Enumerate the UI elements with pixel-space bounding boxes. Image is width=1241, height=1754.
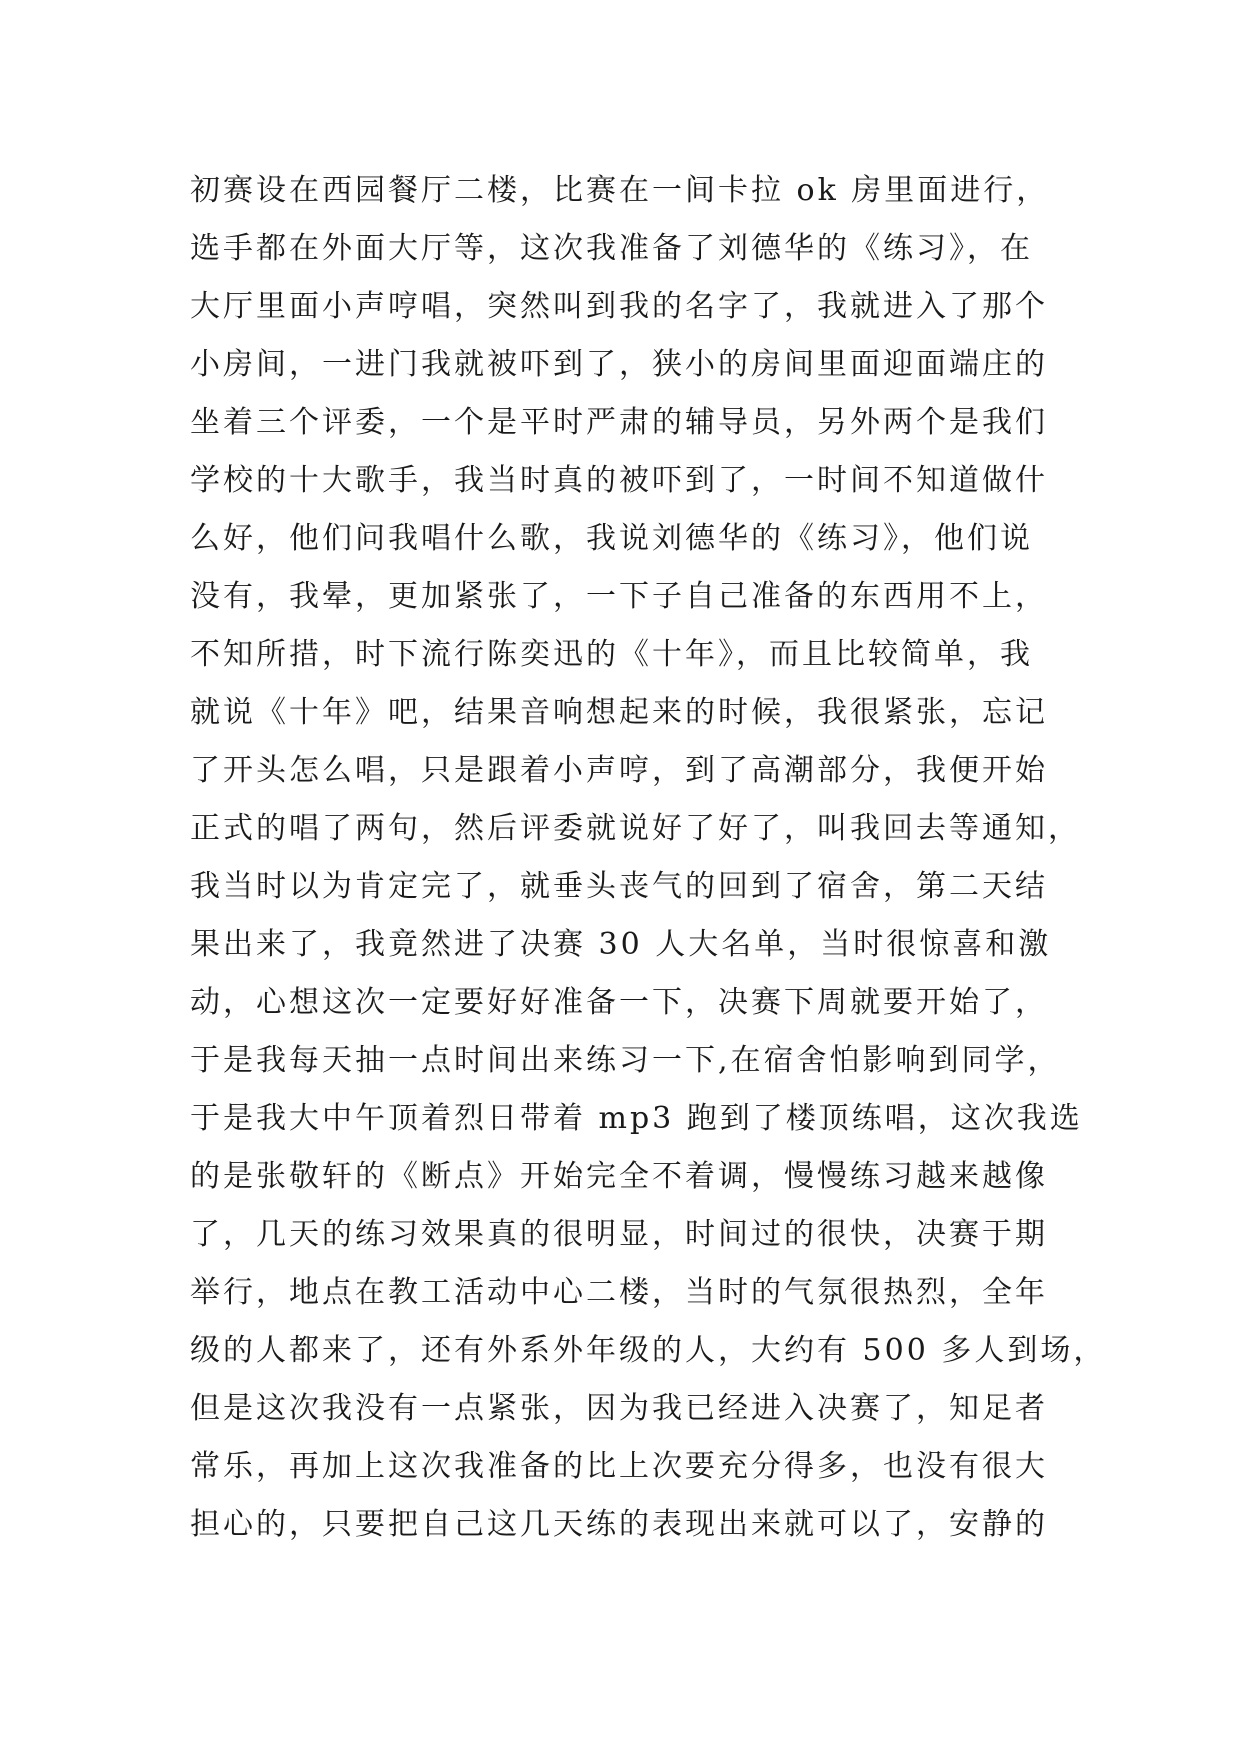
text-line: 就说《十年》吧，结果音响想起来的时候，我很紧张，忘记 (190, 695, 1048, 730)
text-line: 举行，地点在教工活动中心二楼，当时的气氛很热烈，全年 (190, 1275, 1048, 1310)
text-line: 了开头怎么唱，只是跟着小声哼，到了高潮部分，我便开始 (190, 753, 1048, 788)
text-line: 不知所措，时下流行陈奕迅的《十年》，而且比较简单，我 (190, 637, 1033, 672)
text-line: 了，几天的练习效果真的很明显，时间过的很快，决赛于期 (190, 1217, 1048, 1252)
text-line: 的是张敬轩的《断点》开始完全不着调，慢慢练习越来越像 (190, 1159, 1048, 1194)
text-line: 常乐，再加上这次我准备的比上次要充分得多，也没有很大 (190, 1449, 1048, 1484)
text-line: 果出来了，我竟然进了决赛 30 人大名单，当时很惊喜和激 (190, 927, 1052, 962)
text-line: 但是这次我没有一点紧张，因为我已经进入决赛了，知足者 (190, 1391, 1048, 1426)
text-line: 动，心想这次一定要好好准备一下，决赛下周就要开始了， (190, 985, 1048, 1020)
text-line: 正式的唱了两句，然后评委就说好了好了，叫我回去等通知， (190, 811, 1081, 846)
text-line: 小房间，一进门我就被吓到了，狭小的房间里面迎面端庄的 (190, 347, 1048, 382)
text-line: 初赛设在西园餐厅二楼，比赛在一间卡拉 ok 房里面进行， (190, 173, 1050, 208)
body-text (190, 162, 1107, 1554)
text-line: 大厅里面小声哼唱，突然叫到我的名字了，我就进入了那个 (190, 289, 1048, 324)
text-line: 学校的十大歌手，我当时真的被吓到了，一时间不知道做什 (190, 463, 1048, 498)
text-line: 选手都在外面大厅等，这次我准备了刘德华的《练习》，在 (190, 231, 1033, 266)
text-line: 级的人都来了，还有外系外年级的人，大约有 500 多人到场， (190, 1333, 1107, 1368)
text-line: 于是我大中午顶着烈日带着 mp3 跑到了楼顶练唱，这次我选 (190, 1101, 1083, 1136)
text-line: 于是我每天抽一点时间出来练习一下,在宿舍怕影响到同学， (190, 1043, 1061, 1078)
text-line: 没有，我晕，更加紧张了，一下子自己准备的东西用不上， (190, 579, 1048, 614)
text-line: 我当时以为肯定完了，就垂头丧气的回到了宿舍，第二天结 (190, 869, 1048, 904)
text-line: 担心的，只要把自己这几天练的表现出来就可以了，安静的 (190, 1507, 1048, 1542)
text-line: 么好，他们问我唱什么歌，我说刘德华的《练习》，他们说 (190, 521, 1033, 556)
text-line: 坐着三个评委，一个是平时严肃的辅导员，另外两个是我们 (190, 405, 1048, 440)
